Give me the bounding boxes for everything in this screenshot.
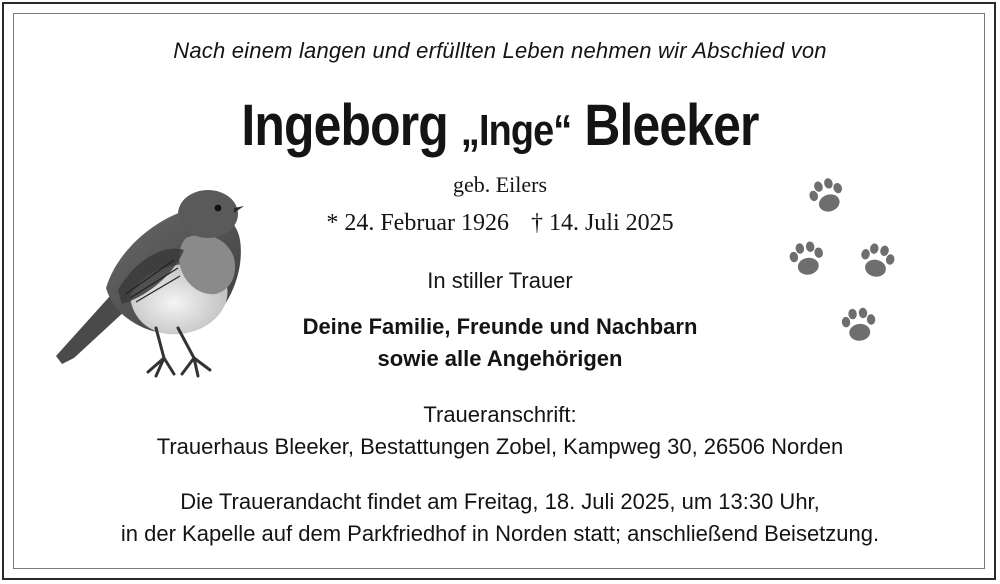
first-name: Ingeborg — [241, 93, 448, 158]
deceased-name — [70, 92, 930, 159]
last-name: Bleeker — [584, 93, 759, 158]
death-date: † 14. Juli 2025 — [530, 210, 674, 236]
nickname: „Inge“ — [460, 106, 572, 155]
mourning-text: In stiller Trauer — [427, 268, 573, 293]
service-line-1: Die Trauerandacht findet am Freitag, 18. Juli 2025, um 13:30 Uhr, — [180, 489, 820, 514]
intro-text: Nach einem langen und erfüllten Leben nehmen wir Abschied von — [173, 38, 827, 63]
paw-print-icon — [783, 235, 832, 284]
address-text: Trauerhaus Bleeker, Bestattungen Zobel, Kampweg 30, 26506 Norden — [156, 434, 844, 459]
birth-date: * 24. Februar 1926 — [326, 210, 509, 236]
family-line-2: sowie alle Angehörigen — [377, 346, 623, 371]
paw-print-icon — [852, 236, 902, 286]
maiden-name: geb. Eilers — [452, 172, 548, 197]
address-label: Traueranschrift: — [423, 402, 577, 427]
paw-print-icon — [836, 302, 882, 348]
robin-bird-illustration — [48, 178, 258, 388]
service-line-2: in der Kapelle auf dem Parkfriedhof in Norden statt; anschließend Beisetzung. — [120, 521, 880, 546]
family-line-1: Deine Familie, Freunde und Nachbarn — [302, 314, 698, 339]
